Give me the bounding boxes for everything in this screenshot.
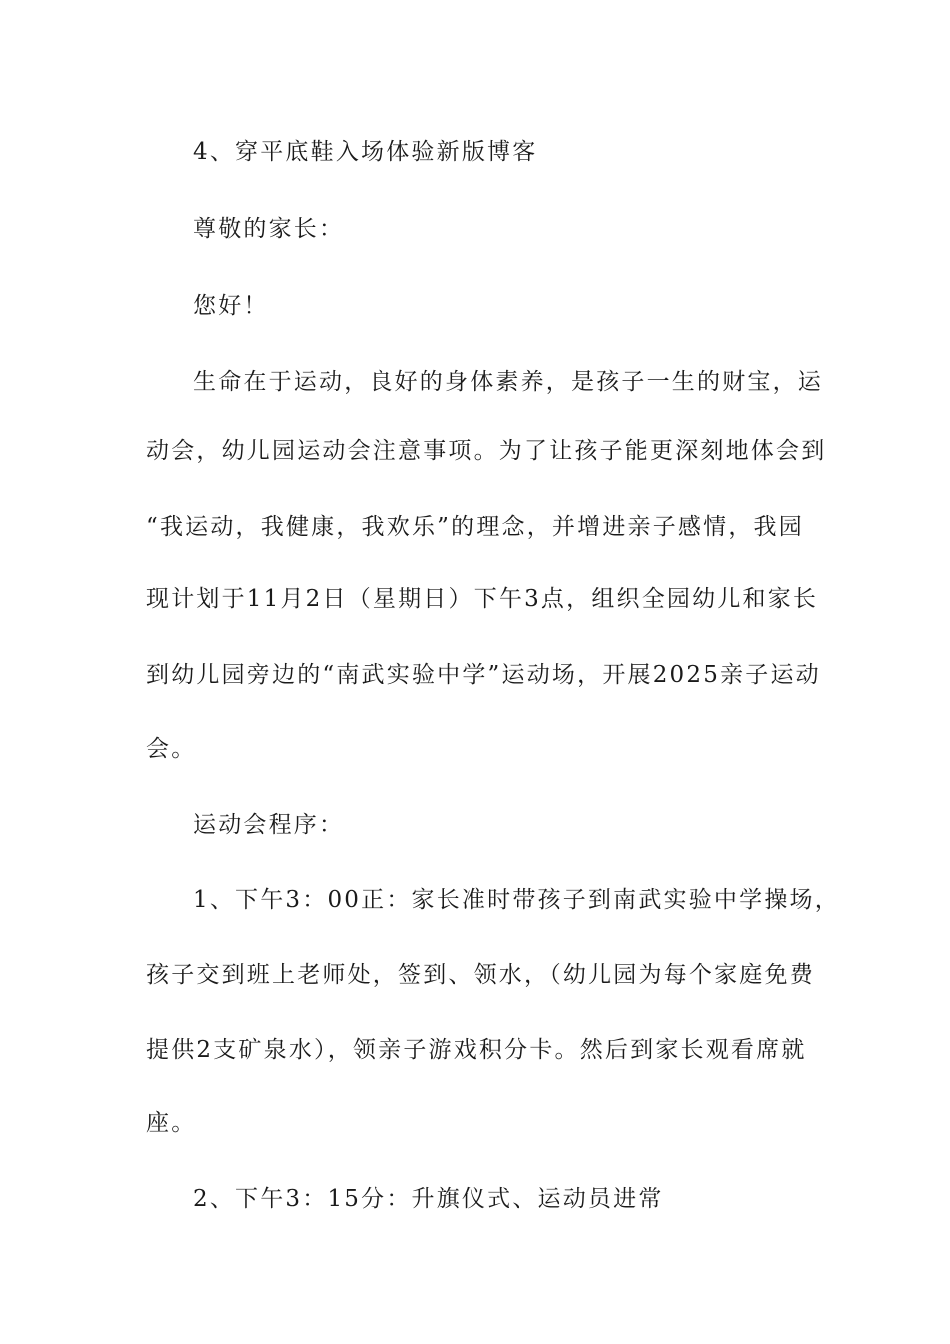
text-line: 您好！ [193, 293, 269, 319]
text-line: 运动会程序： [193, 812, 345, 838]
text-line: 2、下午3：15分：升旗仪式、运动员进常 [193, 1186, 664, 1212]
text-line: 1、下午3：00正：家长准时带孩子到南武实验中学操场， [193, 887, 840, 913]
text-line: 现计划于11月2日（星期日）下午3点，组织全园幼儿和家长 [146, 586, 819, 612]
text-line: 提供2支矿泉水），领亲子游戏积分卡。然后到家长观看席就 [146, 1037, 807, 1063]
text-line: 到幼儿园旁边的“南武实验中学”运动场，开展2025亲子运动 [146, 662, 821, 688]
text-line: 动会，幼儿园运动会注意事项。为了让孩子能更深刻地体会到 [146, 438, 827, 464]
text-line: 孩子交到班上老师处，签到、领水，（幼儿园为每个家庭免费 [146, 962, 815, 988]
text-line: 尊敬的家长： [193, 216, 345, 242]
text-line: 4、穿平底鞋入场体验新版博客 [193, 139, 538, 165]
text-line: 会。 [146, 736, 197, 762]
text-line: 座。 [146, 1110, 197, 1136]
text-line: 生命在于运动，良好的身体素养，是孩子一生的财宝，运 [193, 369, 823, 395]
text-line: “我运动，我健康，我欢乐”的理念，并增进亲子感情，我园 [146, 514, 804, 540]
